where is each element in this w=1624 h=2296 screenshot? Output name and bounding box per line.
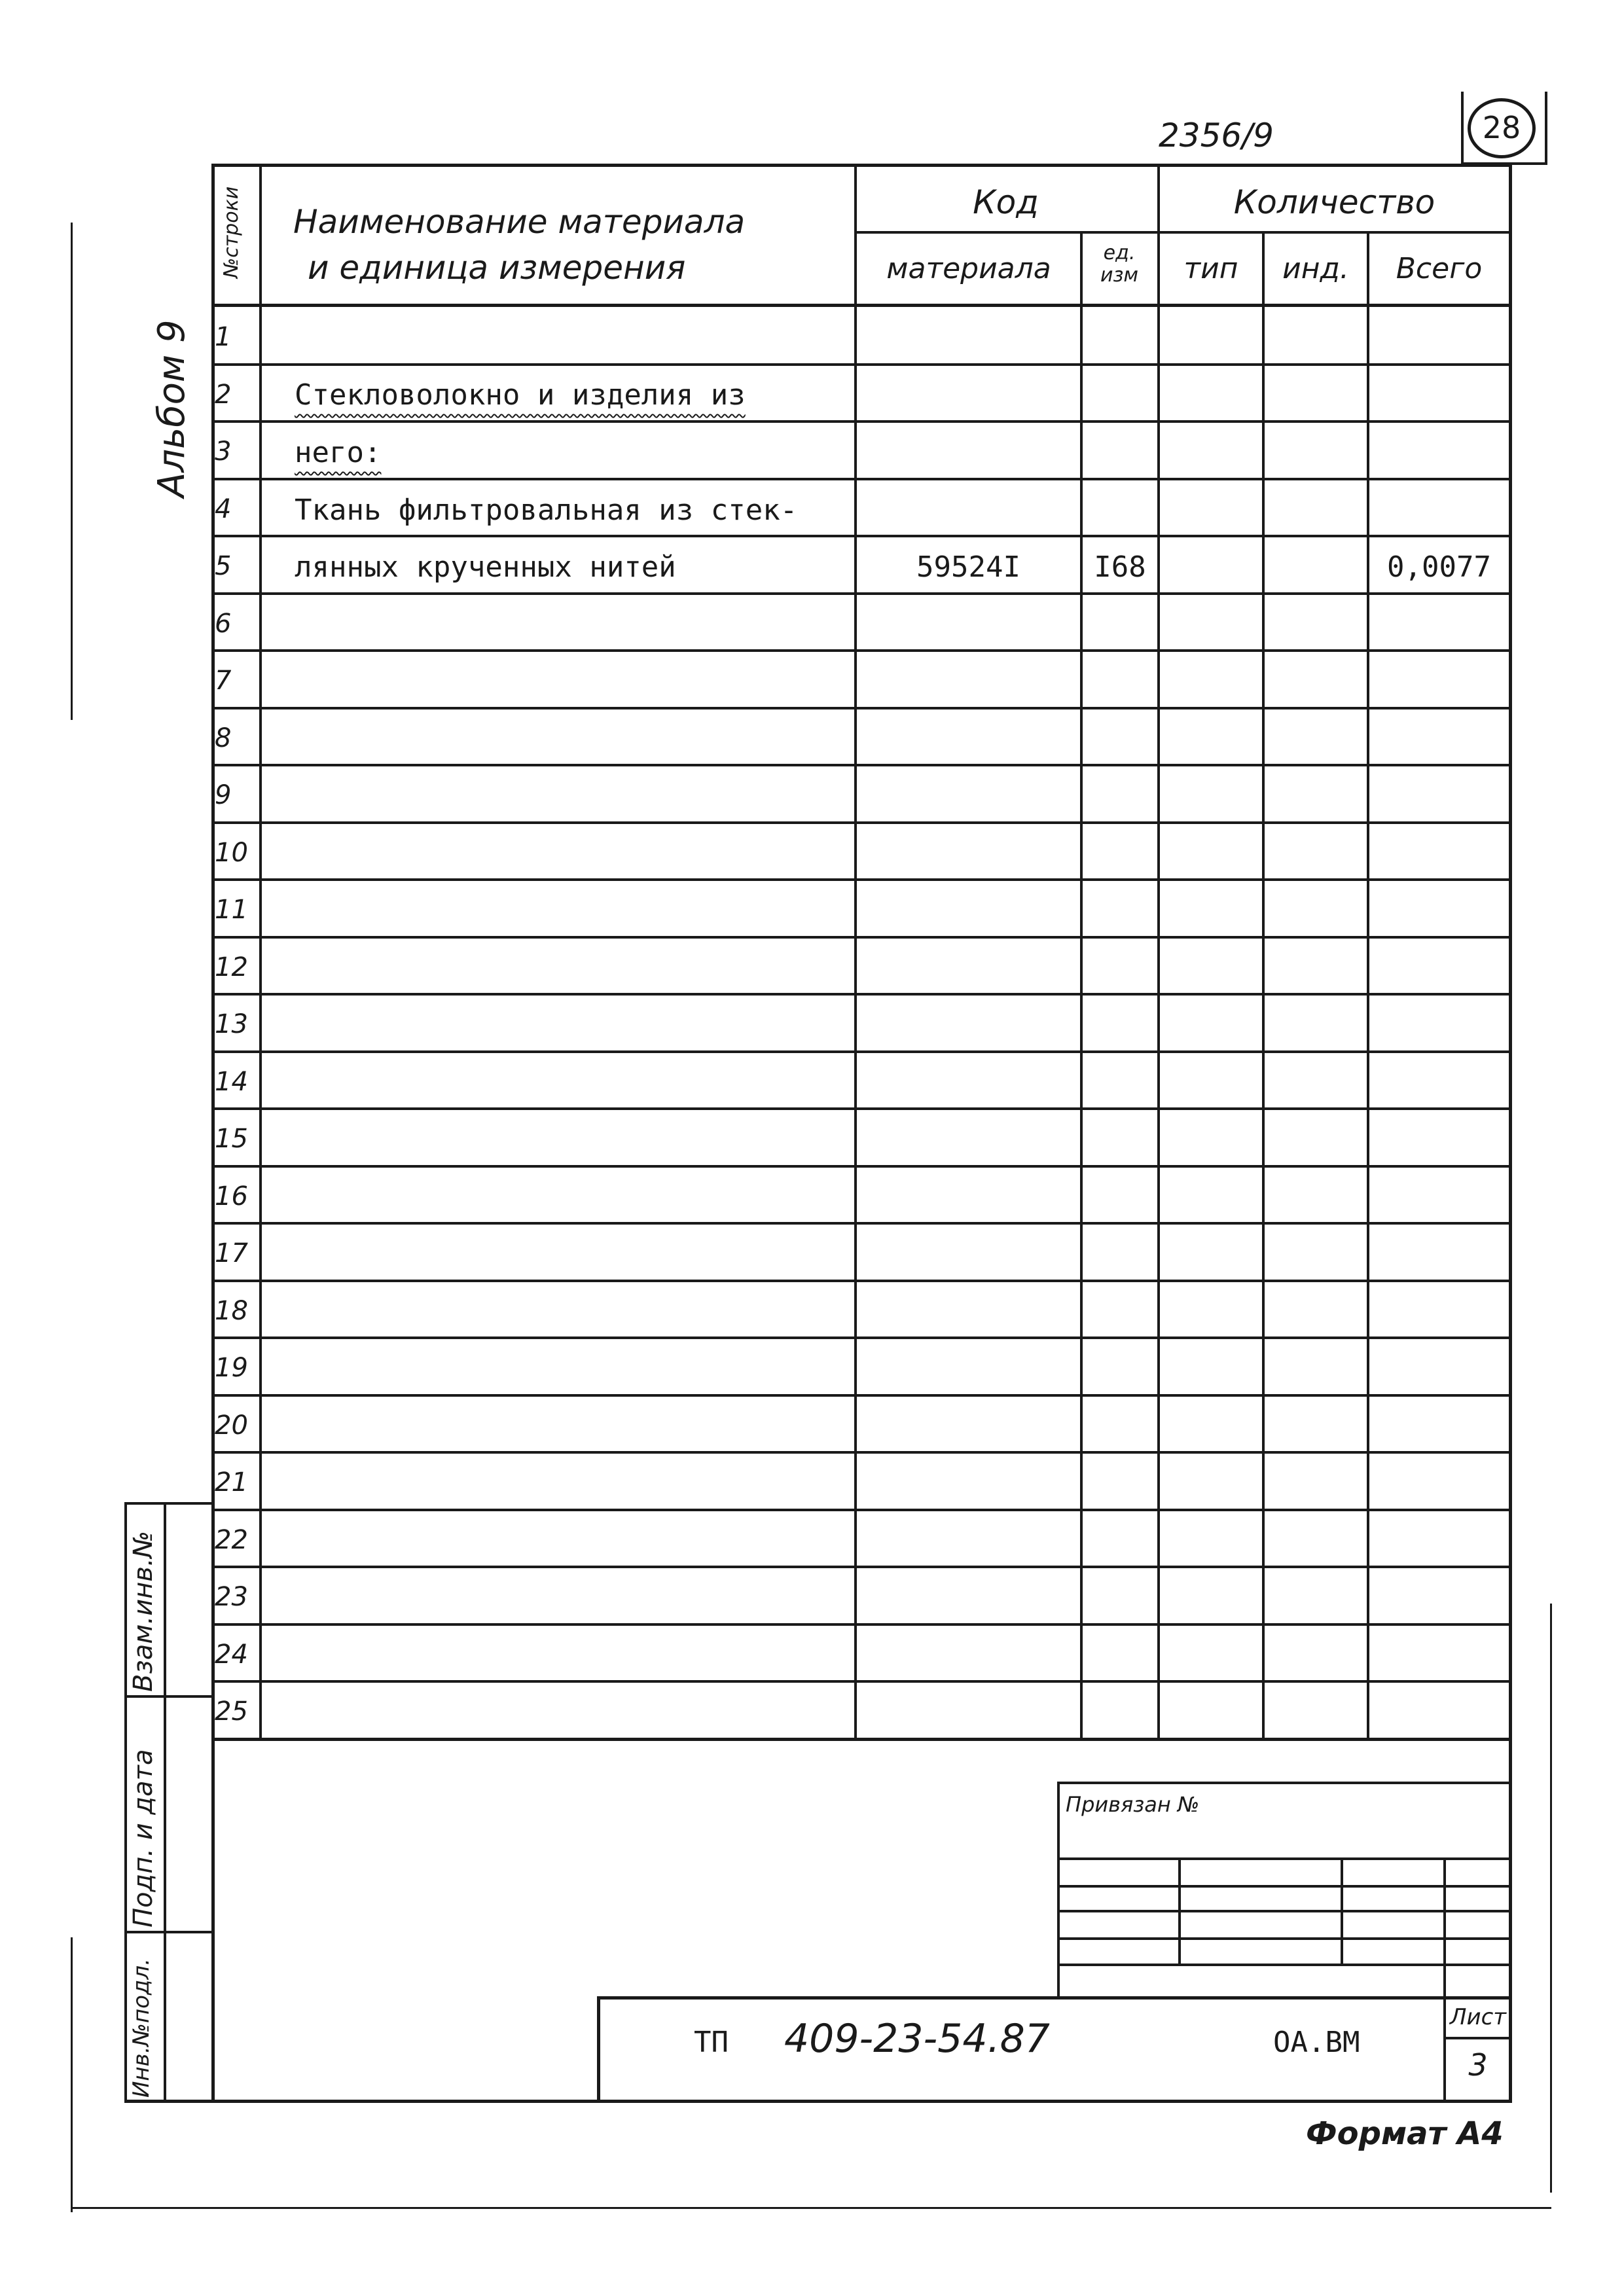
row-line [211,1222,1512,1225]
row-number: 12 [215,952,248,982]
row-number: 15 [215,1124,248,1154]
row-line [211,936,1512,939]
stamp-top [124,1502,215,1505]
col-header-code: Код [973,183,1039,221]
right-margin-mark [1550,1604,1552,2193]
col-header-name-line1: Наименование материала [293,203,746,241]
row-line [211,649,1512,652]
stamp-divider [164,1502,166,2101]
row-4-name: Ткань фильтровальная из стек- [295,493,798,527]
bound-grid-v2 [1341,1857,1343,1964]
col-header-code-unit: ед. изм [1100,242,1139,287]
row-line [211,1165,1512,1168]
row-line [211,993,1512,996]
bound-grid-v1 [1178,1857,1181,1964]
row-line [211,878,1512,881]
row-line [211,1623,1512,1626]
row-number: 6 [215,609,232,639]
header-rule-v2 [1545,92,1547,164]
row-number: 2 [215,380,232,410]
row-number: 22 [215,1525,248,1555]
header-rule-v1 [1461,92,1464,164]
row-line [211,1451,1512,1454]
row-line [211,1394,1512,1397]
row-5-total: 0,0077 [1387,550,1491,584]
row-line [211,1050,1512,1053]
col-header-quantity: Количество [1233,183,1435,221]
row-number: 5 [215,551,232,581]
frame-bottom [211,2100,1512,2103]
doc-suffix: ОА.ВМ [1273,2026,1360,2059]
col-line-code [1080,232,1083,1738]
doc-code: 409-23-54.87 [784,2016,1050,2062]
row-line [211,821,1512,824]
row-number: 14 [215,1067,248,1097]
row-line [211,1336,1512,1339]
col-header-qty-total: Всего [1396,252,1483,285]
header-subline [854,231,1512,234]
header-bottom [211,304,1512,307]
left-margin-mark [71,223,73,720]
row-number: 16 [215,1181,248,1211]
row-3-name [295,436,382,469]
col-header-rownum: №строки [220,186,243,278]
row-number: 3 [215,437,232,467]
row-line [211,707,1512,709]
row-number: 8 [215,723,232,753]
stamp-label-replacement: Взам.инв.№ [128,1530,158,1692]
col-line-unit [1157,164,1160,1738]
title-top [211,1738,1512,1741]
row-line [211,592,1512,595]
row-number: 13 [215,1009,248,1039]
col-line-name [854,164,857,1738]
stamp-bottom [124,2100,215,2103]
row-line [211,764,1512,766]
format-label: Формат А4 [1306,2115,1504,2152]
bottom-margin-mark [71,2207,1551,2209]
row-number: 9 [215,780,232,810]
sheet-number: 3 [1468,2047,1488,2083]
doc-box-left [597,1996,600,2101]
row-5-code: 59524I [916,550,1020,584]
col-line-type [1262,232,1265,1738]
row-line [211,420,1512,423]
col-header-name-line2: и единица измерения [308,249,686,287]
stamp-line-2 [124,1931,215,1933]
stamp-label-signature: Подп. и дата [128,1749,158,1928]
bound-label: Привязан № [1066,1792,1200,1817]
row-number: 21 [215,1467,248,1498]
row-5-unit: I68 [1094,550,1146,584]
row-number: 11 [215,895,248,925]
row-number: 23 [215,1582,248,1612]
row-line [211,1107,1512,1110]
doc-box-top [597,1996,1512,2000]
stamp-left [124,1502,127,2101]
row-number: 4 [215,494,232,524]
doc-prefix: ТП [694,2026,729,2059]
col-header-qty-ind: инд. [1282,252,1349,285]
sheet-label: Лист [1449,2004,1507,2030]
col-header-qty-type: тип [1183,252,1238,285]
row-line [211,1509,1512,1511]
row-line [211,1280,1512,1282]
frame-right [1509,164,1512,2101]
row-number: 19 [215,1353,248,1383]
row-number: 20 [215,1410,248,1441]
row-number: 17 [215,1238,248,1268]
row-number: 18 [215,1296,248,1326]
row-line [211,478,1512,480]
row-3-name-text: него: [295,436,382,469]
row-line [211,1566,1512,1568]
left-margin-mark-low [71,1937,73,2212]
row-number: 1 [215,322,232,352]
row-2-name-text: Стекловолокно и изделия из [295,378,746,412]
col-header-code-material: материала [886,252,1051,285]
frame-top [211,164,1512,167]
row-number: 25 [215,1696,248,1727]
bound-box-top [1057,1782,1512,1784]
row-5-name: лянных крученных нитей [295,550,676,584]
album-label: Альбом 9 [151,319,193,497]
row-line [211,535,1512,537]
row-number: 7 [215,666,232,696]
document-number: 2356/9 [1159,117,1274,154]
sheet-circle-number: 28 [1482,110,1521,145]
col-line-ind [1367,232,1369,1738]
row-line [211,363,1512,366]
row-number: 24 [215,1640,248,1670]
row-number: 10 [215,838,248,868]
stamp-label-inventory: Инв.№подл. [128,1958,154,2098]
row-line [211,1680,1512,1683]
row-2-name [295,378,746,412]
sheet-box-divider [1443,2037,1512,2039]
stamp-line-1 [124,1695,215,1698]
